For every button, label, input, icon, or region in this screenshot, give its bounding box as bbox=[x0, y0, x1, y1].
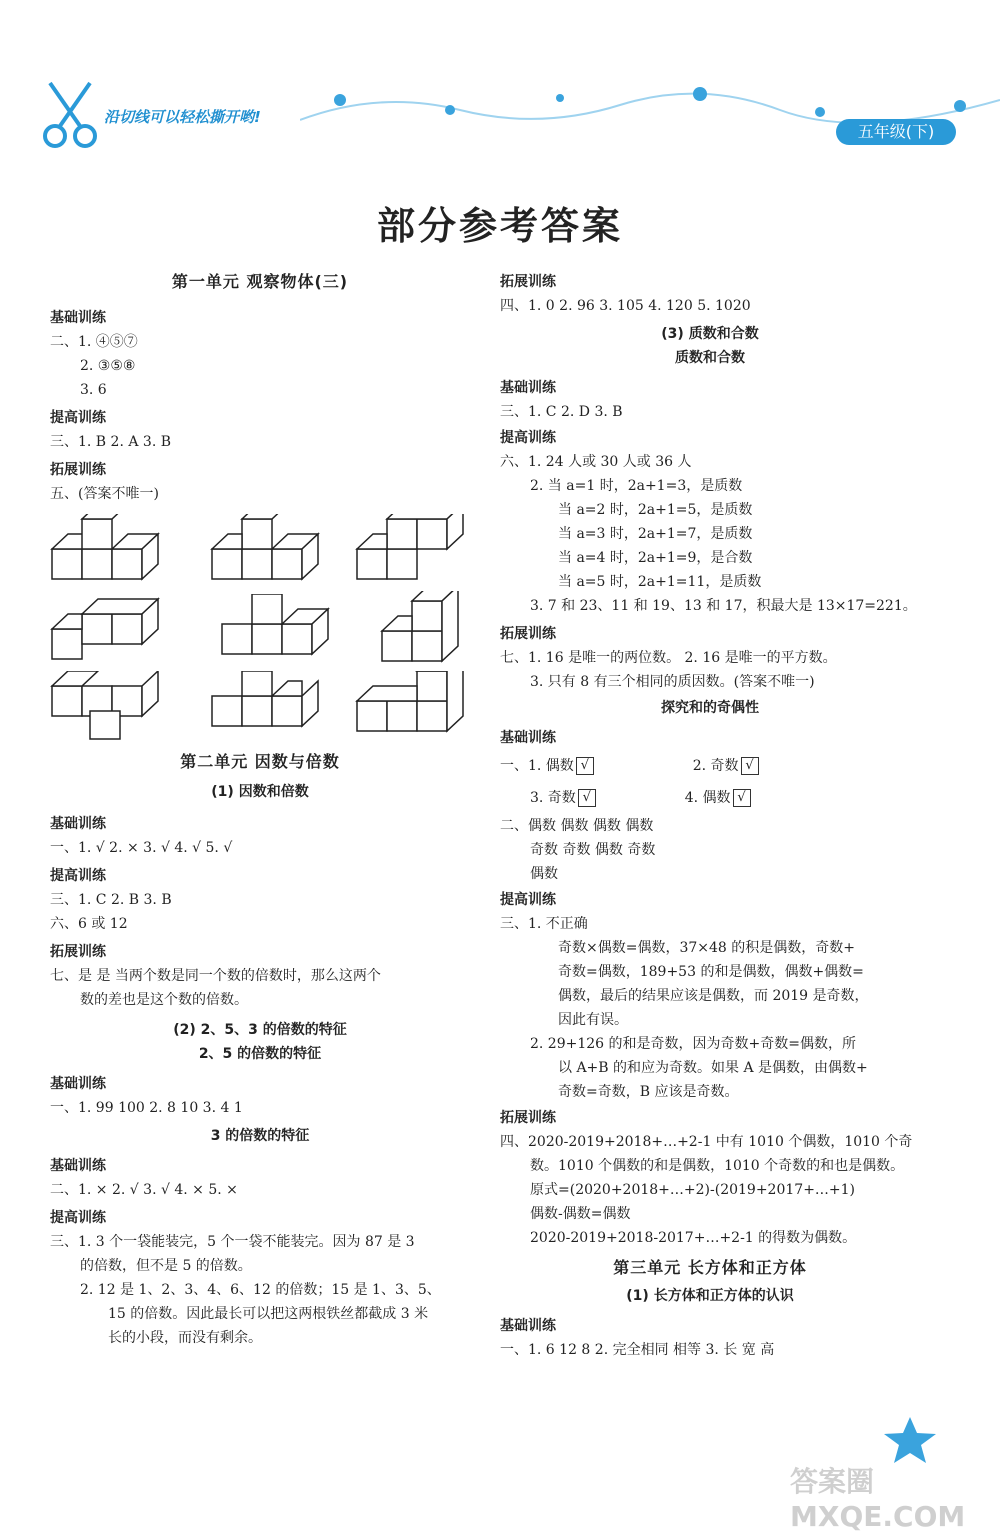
answer-line: 3. 6 bbox=[80, 382, 107, 398]
answer-line: 因此有误。 bbox=[558, 1012, 628, 1028]
right-column bbox=[500, 270, 920, 1362]
section-label: 拓展训练 bbox=[50, 462, 106, 478]
answer-line: 偶数-偶数=偶数 bbox=[530, 1206, 631, 1222]
section-label: 基础训练 bbox=[50, 1076, 106, 1092]
answer-line: 奇数=偶数，189+53 的和是偶数，偶数+偶数= bbox=[558, 964, 864, 980]
answer-line: 2020-2019+2018-2017+…+2-1 的得数为偶数。 bbox=[530, 1230, 857, 1246]
answer-line: 奇数×偶数=偶数，37×48 的积是偶数，奇数+ bbox=[558, 940, 856, 956]
answer-line: 二、1. ④⑤⑦ bbox=[50, 334, 138, 350]
answer-line: 七、1. 16 是唯一的两位数。 2. 16 是唯一的平方数。 bbox=[500, 650, 837, 666]
subsection-heading: 3 的倍数的特征 bbox=[210, 1128, 310, 1144]
answer-line: 偶数，最后的结果应该是偶数，而 2019 是奇数， bbox=[558, 988, 869, 1004]
section-label: 拓展训练 bbox=[500, 626, 556, 642]
unit-heading: 第三单元 长方体和正方体 bbox=[613, 1258, 807, 1277]
section-label: 提高训练 bbox=[500, 430, 556, 446]
answer-line: 原式=(2020+2018+…+2)-(2019+2017+…+1) bbox=[530, 1182, 856, 1198]
cube-figure bbox=[50, 594, 180, 664]
answer-line: 四、1. 0 2. 96 3. 105 4. 120 5. 1020 bbox=[500, 298, 751, 314]
section-label: 基础训练 bbox=[500, 380, 556, 396]
cube-figure bbox=[210, 594, 340, 664]
cube-figure bbox=[210, 514, 340, 584]
answer-line: 六、1. 24 人或 30 人或 36 人 bbox=[500, 454, 692, 470]
answer-line: 2. ③⑤⑧ bbox=[80, 358, 136, 374]
cube-figure bbox=[355, 671, 485, 741]
unit-heading: 第二单元 因数与倍数 bbox=[180, 752, 340, 771]
scissors-icon bbox=[40, 78, 100, 150]
answer-line: 数。1010 个偶数的和是偶数，1010 个奇数的和也是偶数。 bbox=[530, 1158, 905, 1174]
watermark: 答案圈 MXQE.COM bbox=[790, 1465, 966, 1533]
answer-line: 二、偶数 偶数 偶数 偶数 bbox=[500, 818, 654, 834]
answer-text: 一、1. 偶数 bbox=[500, 758, 574, 774]
answer-line: 七、是 是 当两个数是同一个数的倍数时，那么这两个 bbox=[50, 968, 381, 984]
cube-figure bbox=[380, 591, 480, 666]
answer-line bbox=[500, 786, 920, 810]
section-label: 基础训练 bbox=[50, 816, 106, 832]
answer-line: 一、1. √ 2. × 3. √ 4. √ 5. √ bbox=[50, 840, 233, 856]
unit-heading: 第一单元 观察物体(三) bbox=[171, 272, 349, 291]
subsection-heading: (1) 因数和倍数 bbox=[211, 784, 309, 800]
answer-line: 三、1. C 2. B 3. B bbox=[50, 892, 172, 908]
answer-line: 二、1. × 2. √ 3. √ 4. × 5. × bbox=[50, 1182, 238, 1198]
subsection-heading: 2、5 的倍数的特征 bbox=[198, 1046, 322, 1062]
answer-line: 一、1. 99 100 2. 8 10 3. 4 1 bbox=[50, 1100, 243, 1116]
answer-line: 2. 12 是 1、2、3、4、6、12 的倍数；15 是 1、3、5、 bbox=[80, 1282, 441, 1298]
answer-line: 15 的倍数。因此最长可以把这两根铁丝都截成 3 米 bbox=[108, 1306, 429, 1322]
cut-line-hint: 沿切线可以轻松撕开哟! bbox=[104, 108, 261, 126]
cube-figure bbox=[355, 514, 485, 584]
answer-line: 偶数 bbox=[530, 866, 558, 882]
section-label: 基础训练 bbox=[500, 730, 556, 746]
answer-line: 的倍数，但不是 5 的倍数。 bbox=[80, 1258, 252, 1274]
section-label: 提高训练 bbox=[50, 1210, 106, 1226]
answer-line: 四、2020-2019+2018+…+2-1 中有 1010 个偶数，1010 个奇 bbox=[500, 1134, 913, 1150]
answer-line: 数的差也是这个数的倍数。 bbox=[80, 992, 248, 1008]
grade-badge: 五年级(下) bbox=[836, 119, 956, 145]
section-label: 拓展训练 bbox=[500, 1110, 556, 1126]
answer-text: 3. 奇数 bbox=[530, 790, 576, 806]
check-box: √ bbox=[578, 789, 596, 807]
answer-line: 三、1. 3 个一袋能装完，5 个一袋不能装完。因为 87 是 3 bbox=[50, 1234, 415, 1250]
subsection-heading: (3) 质数和合数 bbox=[661, 326, 759, 342]
star-icon bbox=[880, 1415, 940, 1465]
subsection-heading: 探究和的奇偶性 bbox=[661, 700, 759, 716]
answer-line: 奇数=奇数，B 应该是奇数。 bbox=[558, 1084, 739, 1100]
cube-figure bbox=[50, 671, 180, 741]
answer-text: 2. 奇数 bbox=[692, 758, 739, 774]
section-label: 基础训练 bbox=[50, 1158, 106, 1174]
answer-line: 一、1. 6 12 8 2. 完全相同 相等 3. 长 宽 高 bbox=[500, 1342, 775, 1358]
section-label: 基础训练 bbox=[500, 1318, 556, 1334]
section-label: 基础训练 bbox=[50, 310, 106, 326]
answer-line bbox=[500, 754, 920, 778]
answer-line: 2. 29+126 的和是奇数，因为奇数+奇数=偶数，所 bbox=[530, 1036, 856, 1052]
answer-line: 以 A+B 的和应为奇数。如果 A 是偶数，由偶数+ bbox=[558, 1060, 868, 1076]
cube-figures bbox=[50, 506, 470, 746]
section-label: 提高训练 bbox=[50, 868, 106, 884]
cube-figure bbox=[210, 671, 340, 741]
section-label: 拓展训练 bbox=[50, 944, 106, 960]
answer-line: 三、1. C 2. D 3. B bbox=[500, 404, 623, 420]
section-label: 提高训练 bbox=[50, 410, 106, 426]
subsection-heading: (2) 2、5、3 的倍数的特征 bbox=[173, 1022, 347, 1038]
answer-line: 五、(答案不唯一) bbox=[50, 486, 159, 502]
answer-line: 3. 只有 8 有三个相同的质因数。(答案不唯一) bbox=[530, 674, 815, 690]
check-box: √ bbox=[733, 789, 751, 807]
section-label: 提高训练 bbox=[500, 892, 556, 908]
left-column bbox=[50, 270, 470, 1350]
answer-line: 长的小段，而没有剩余。 bbox=[108, 1330, 262, 1346]
answer-line: 3. 7 和 23、11 和 19、13 和 17，积最大是 13×17=221。 bbox=[530, 598, 917, 614]
check-box: √ bbox=[741, 757, 759, 775]
answer-text: 4. 偶数 bbox=[684, 790, 731, 806]
cube-figure bbox=[50, 514, 180, 584]
answer-line: 当 a=5 时，2a+1=11，是质数 bbox=[558, 574, 762, 590]
subsection-heading: (1) 长方体和正方体的认识 bbox=[626, 1288, 794, 1304]
answer-line: 六、6 或 12 bbox=[50, 916, 128, 932]
answer-line: 三、1. 不正确 bbox=[500, 916, 588, 932]
answer-line: 奇数 奇数 偶数 奇数 bbox=[530, 842, 656, 858]
answer-line: 当 a=4 时，2a+1=9，是合数 bbox=[558, 550, 753, 566]
answer-line: 当 a=3 时，2a+1=7，是质数 bbox=[558, 526, 753, 542]
section-label: 拓展训练 bbox=[500, 274, 556, 290]
check-box: √ bbox=[576, 757, 594, 775]
answer-line: 当 a=2 时，2a+1=5，是质数 bbox=[558, 502, 753, 518]
subsection-heading: 质数和合数 bbox=[675, 350, 745, 366]
answer-line: 三、1. B 2. A 3. B bbox=[50, 434, 172, 450]
page-title: 部分参考答案 bbox=[376, 203, 623, 248]
answer-line: 2. 当 a=1 时，2a+1=3，是质数 bbox=[530, 478, 743, 494]
